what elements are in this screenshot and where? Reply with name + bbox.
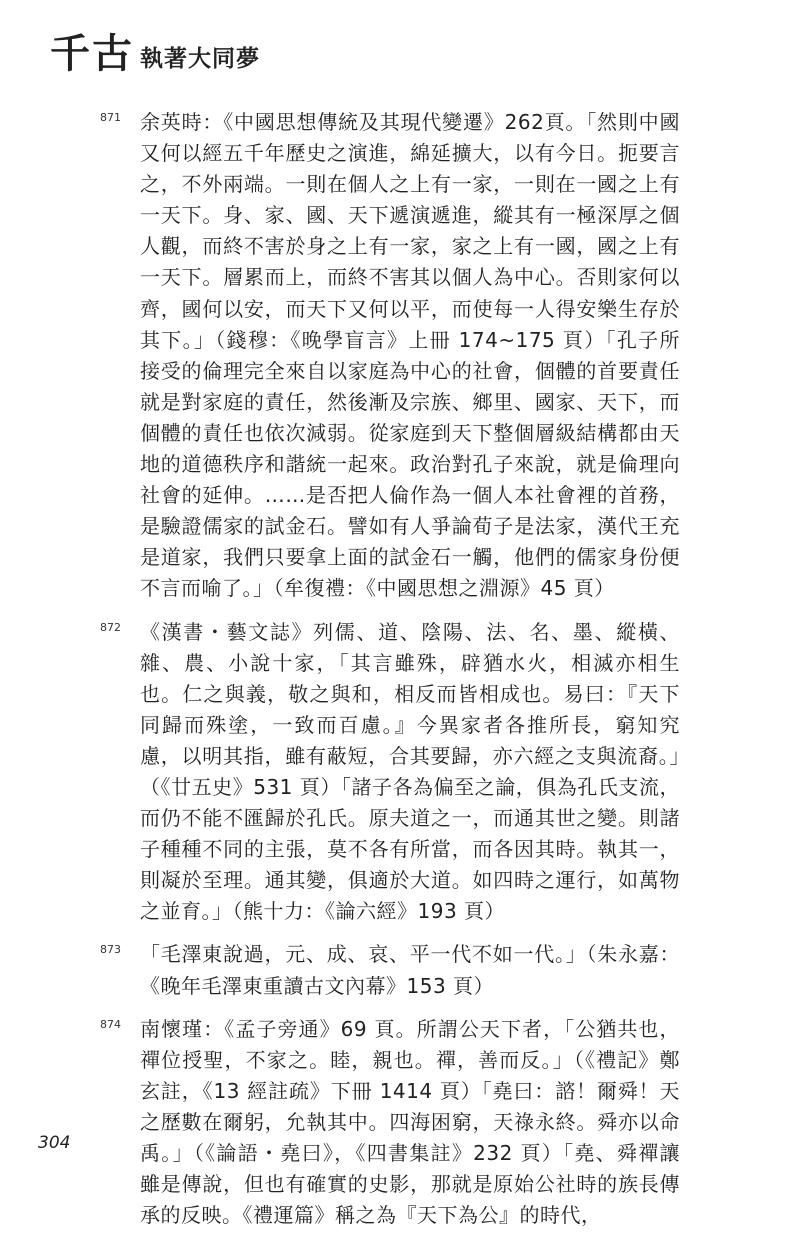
running-head-title-small: 執著大同夢 [140,45,260,72]
footnote-text: 「毛澤東說過，元、成、哀、平一代不如一代。」（朱永嘉：《晚年毛澤東重讀古文內幕》153 頁） [140,942,680,998]
page-number: 304 [38,1133,71,1153]
footnote-text: 《漢書・藝文誌》列儒、道、陰陽、法、名、墨、縱橫、雜、農、小說十家，「其言雖殊，辟猶水火，相滅亦相生也。仁之與義，敬之與和，相反而皆相成也。易曰：『天下同歸而殊塗，一致而百慮。』今異家者各推所長，窮知究慮，以明其指，雖有蔽短，合其要歸，亦六經之支與流裔。」（《廿五史》531 頁）「諸子各為偏至之論，俱為孔氏支流，而仍不能不匯歸於孔氏。原夫道之一，而通其世之變。則諸子種種不同的主張，莫不各有所當，而各因其時。執其一，則凝於至理。通其變，俱適於大道。如四時之運行，如萬物之並育。」（熊十力：《論六經》193 頁） [140,619,680,924]
footnote-874 [100,1014,700,1232]
footnotes [100,107,700,1243]
running-head [50,30,260,77]
footnote-872 [100,617,700,928]
footnote-number: 872 [100,620,121,634]
footnote-number: 871 [100,111,121,124]
running-head-title-large: 千古 [50,30,134,77]
footnote-873 [100,939,700,1001]
footnote-text: 余英時：《中國思想傳統及其現代變遷》262頁。「然則中國又何以經五千年歷史之演進，綿延擴大，以有今日。扼要言之，不外兩端。一則在個人之上有一家，一則在一國之上有一天下。身、家、國、天下遞演遞進，縱其有一極深厚之個人觀，而終不害於身之上有一家，家之上有一國，國之上有一天下。層累而上，而終不害其以個人為中心。否則家何以齊，國何以安，而天下又何以平，而使每一人得安樂生存於其下。」（錢穆：《晚學盲言》上冊 174~175 頁）「孔子所接受的倫理完全來自以家庭為中心的社會，個體的首要責任就是對家庭的責任，然後漸及宗族、鄉里、國家、天下，而個體的責任也依次減弱。從家庭到天下整個層級結構都由天地的道德秩序和諧統一起來。政治對孔子來說，就是倫理向社會的延伸。……是否把人倫作為一個人本社會裡的首務，是驗證儒家的試金石。譬如有人爭論荀子是法家，漢代王充是道家，我們只要拿上面的試金石一觸，他們的儒家身份便不言而喻了。」（牟復禮：《中國思想之淵源》45 頁） [140,110,680,601]
footnote-number: 873 [100,943,121,957]
footnote-text: 南懷瑾：《孟子旁通》69 頁。所謂公天下者，「公猶共也，禪位授聖，不家之。睦，親也。禪，善而反。」（《禮記》鄭玄註，《13 經註疏》下冊 1414 頁）「堯曰：諮！爾舜！天之歷數在爾躬，允執其中。四海困窮，天祿永終。舜亦以命禹。」（《論語・堯曰》，《四書集註》232 頁）「堯、舜禪讓雖是傳說，但也有確實的史影，那就是原始公社時的族長傳承的反映。《禮運篇》稱之為『天下為公』的時代， [140,1016,680,1228]
footnote-number: 874 [100,1017,121,1031]
footnote-871 [100,107,700,605]
